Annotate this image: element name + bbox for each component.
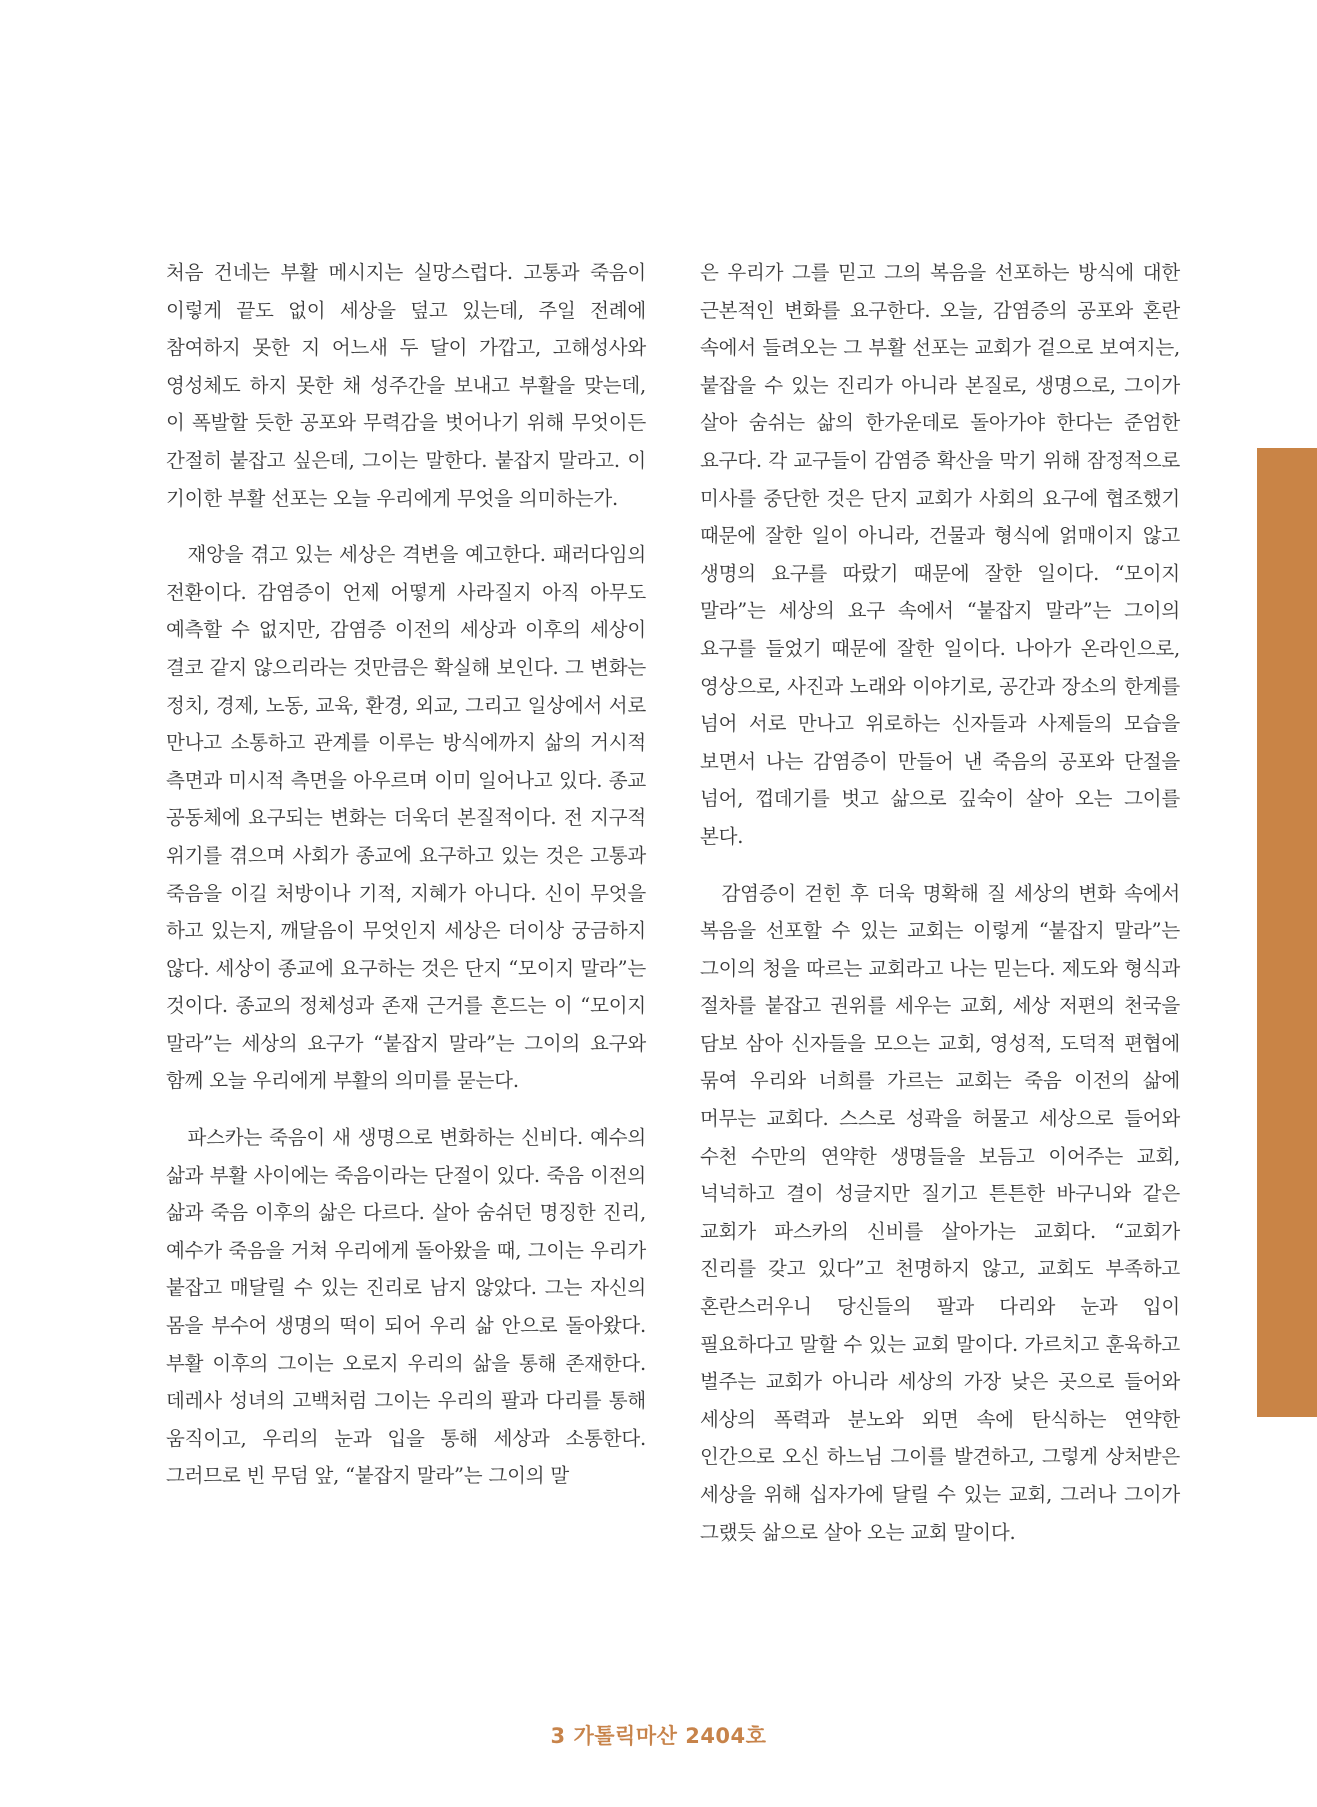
left-column <box>166 254 646 1514</box>
right-column <box>700 254 1180 1570</box>
paragraph: 감염증이 걷힌 후 더욱 명확해 질 세상의 변화 속에서 복음을 선포할 수 있는 교회는 이렇게 “붙잡지 말라”는 그이의 청을 따르는 교회라고 나는 믿는다. 제도와 형식과 절차를 붙잡고 권위를 세우는 교회, 세상 저편의 천국을 담보 삼아 신자들을 모으는 교회, 영성적, 도덕적 편협에 묶여 우리와 너희를 가르는 교회는 죽음 이전의 삶에 머무는 교회다. 스스로 성곽을 허물고 세상으로 들어와 수천 수만의 연약한 생명들을 보듬고 이어주는 교회, 넉넉하고 결이 성글지만 질기고 튼튼한 바구니와 같은 교회가 파스카의 신비를 살아가는 교회다. “교회가 진리를 갖고 있다”고 천명하지 않고, 교회도 부족하고 혼란스러우니 당신들의 팔과 다리와 눈과 입이 필요하다고 말할 수 있는 교회 말이다. 가르치고 훈육하고 벌주는 교회가 아니라 세상의 가장 낮은 곳으로 들어와 세상의 폭력과 분노와 외면 속에 탄식하는 연약한 인간으로 오신 하느님 그이를 발견하고, 그렇게 상처받은 세상을 위해 십자가에 달릴 수 있는 교회, 그러나 그이가 그랬듯 삶으로 살아 오는 교회 말이다. <box>700 881 1180 1544</box>
side-accent-tab <box>1257 448 1317 1417</box>
page-footer: 3 가톨릭마산 2404호 <box>550 1724 767 1748</box>
paragraph: 재앙을 겪고 있는 세상은 격변을 예고한다. 패러다임의 전환이다. 감염증이 언제 어떻게 사라질지 아직 아무도 예측할 수 없지만, 감염증 이전의 세상과 이후의 세상이 결코 같지 않으리라는 것만큼은 확실해 보인다. 그 변화는 정치, 경제, 노동, 교육, 환경, 외교, 그리고 일상에서 서로 만나고 소통하고 관계를 이루는 방식에까지 삶의 거시적 측면과 미시적 측면을 아우르며 이미 일어나고 있다. 종교 공동체에 요구되는 변화는 더욱더 본질적이다. 전 지구적 위기를 겪으며 사회가 종교에 요구하고 있는 것은 고통과 죽음을 이길 처방이나 기적, 지혜가 아니다. 신이 무엇을 하고 있는지, 깨달음이 무엇인지 세상은 더이상 궁금하지 않다. 세상이 종교에 요구하는 것은 단지 “모이지 말라”는 것이다. 종교의 정체성과 존재 근거를 흔드는 이 “모이지 말라”는 세상의 요구가 “붙잡지 말라”는 그이의 요구와 함께 오늘 우리에게 부활의 의미를 묻는다. <box>166 543 646 1093</box>
paragraph: 파스카는 죽음이 새 생명으로 변화하는 신비다. 예수의 삶과 부활 사이에는 죽음이라는 단절이 있다. 죽음 이전의 삶과 죽음 이후의 삶은 다르다. 살아 숨쉬던 명징한 진리, 예수가 죽음을 거쳐 우리에게 돌아왔을 때, 그이는 우리가 붙잡고 매달릴 수 있는 진리로 남지 않았다. 그는 자신의 몸을 부수어 생명의 떡이 되어 우리 삶 안으로 돌아왔다. 부활 이후의 그이는 오로지 우리의 삶을 통해 존재한다. 데레사 성녀의 고백처럼 그이는 우리의 팔과 다리를 통해 움직이고, 우리의 눈과 입을 통해 세상과 소통한다. 그러므로 빈 무덤 앞, “붙잡지 말라”는 그이의 말 <box>166 1126 646 1488</box>
paragraph: 은 우리가 그를 믿고 그의 복음을 선포하는 방식에 대한 근본적인 변화를 요구한다. 오늘, 감염증의 공포와 혼란 속에서 들려오는 그 부활 선포는 교회가 겉으로 보여지는, 붙잡을 수 있는 진리가 아니라 본질로, 생명으로, 그이가 살아 숨쉬는 삶의 한가운데로 돌아가야 한다는 준엄한 요구다. 각 교구들이 감염증 확산을 막기 위해 잠정적으로 미사를 중단한 것은 단지 교회가 사회의 요구에 협조했기 때문에 잘한 일이 아니라, 건물과 형식에 얽매이지 않고 생명의 요구를 따랐기 때문에 잘한 일이다. “모이지 말라”는 세상의 요구 속에서 “붙잡지 말라”는 그이의 요구를 들었기 때문에 잘한 일이다. 나아가 온라인으로, 영상으로, 사진과 노래와 이야기로, 공간과 장소의 한계를 넘어 서로 만나고 위로하는 신자들과 사제들의 모습을 보면서 나는 감염증이 만들어 낸 죽음의 공포와 단절을 넘어, 껍데기를 벗고 삶으로 깊숙이 살아 오는 그이를 본다. <box>700 261 1180 848</box>
paragraph: 처음 건네는 부활 메시지는 실망스럽다. 고통과 죽음이 이렇게 끝도 없이 세상을 덮고 있는데, 주일 전례에 참여하지 못한 지 어느새 두 달이 가깝고, 고해성사와 영성체도 하지 못한 채 성주간을 보내고 부활을 맞는데, 이 폭발할 듯한 공포와 무력감을 벗어나기 위해 무엇이든 간절히 붙잡고 싶은데, 그이는 말한다. 붙잡지 말라고. 이 기이한 부활 선포는 오늘 우리에게 무엇을 의미하는가. <box>166 261 646 510</box>
